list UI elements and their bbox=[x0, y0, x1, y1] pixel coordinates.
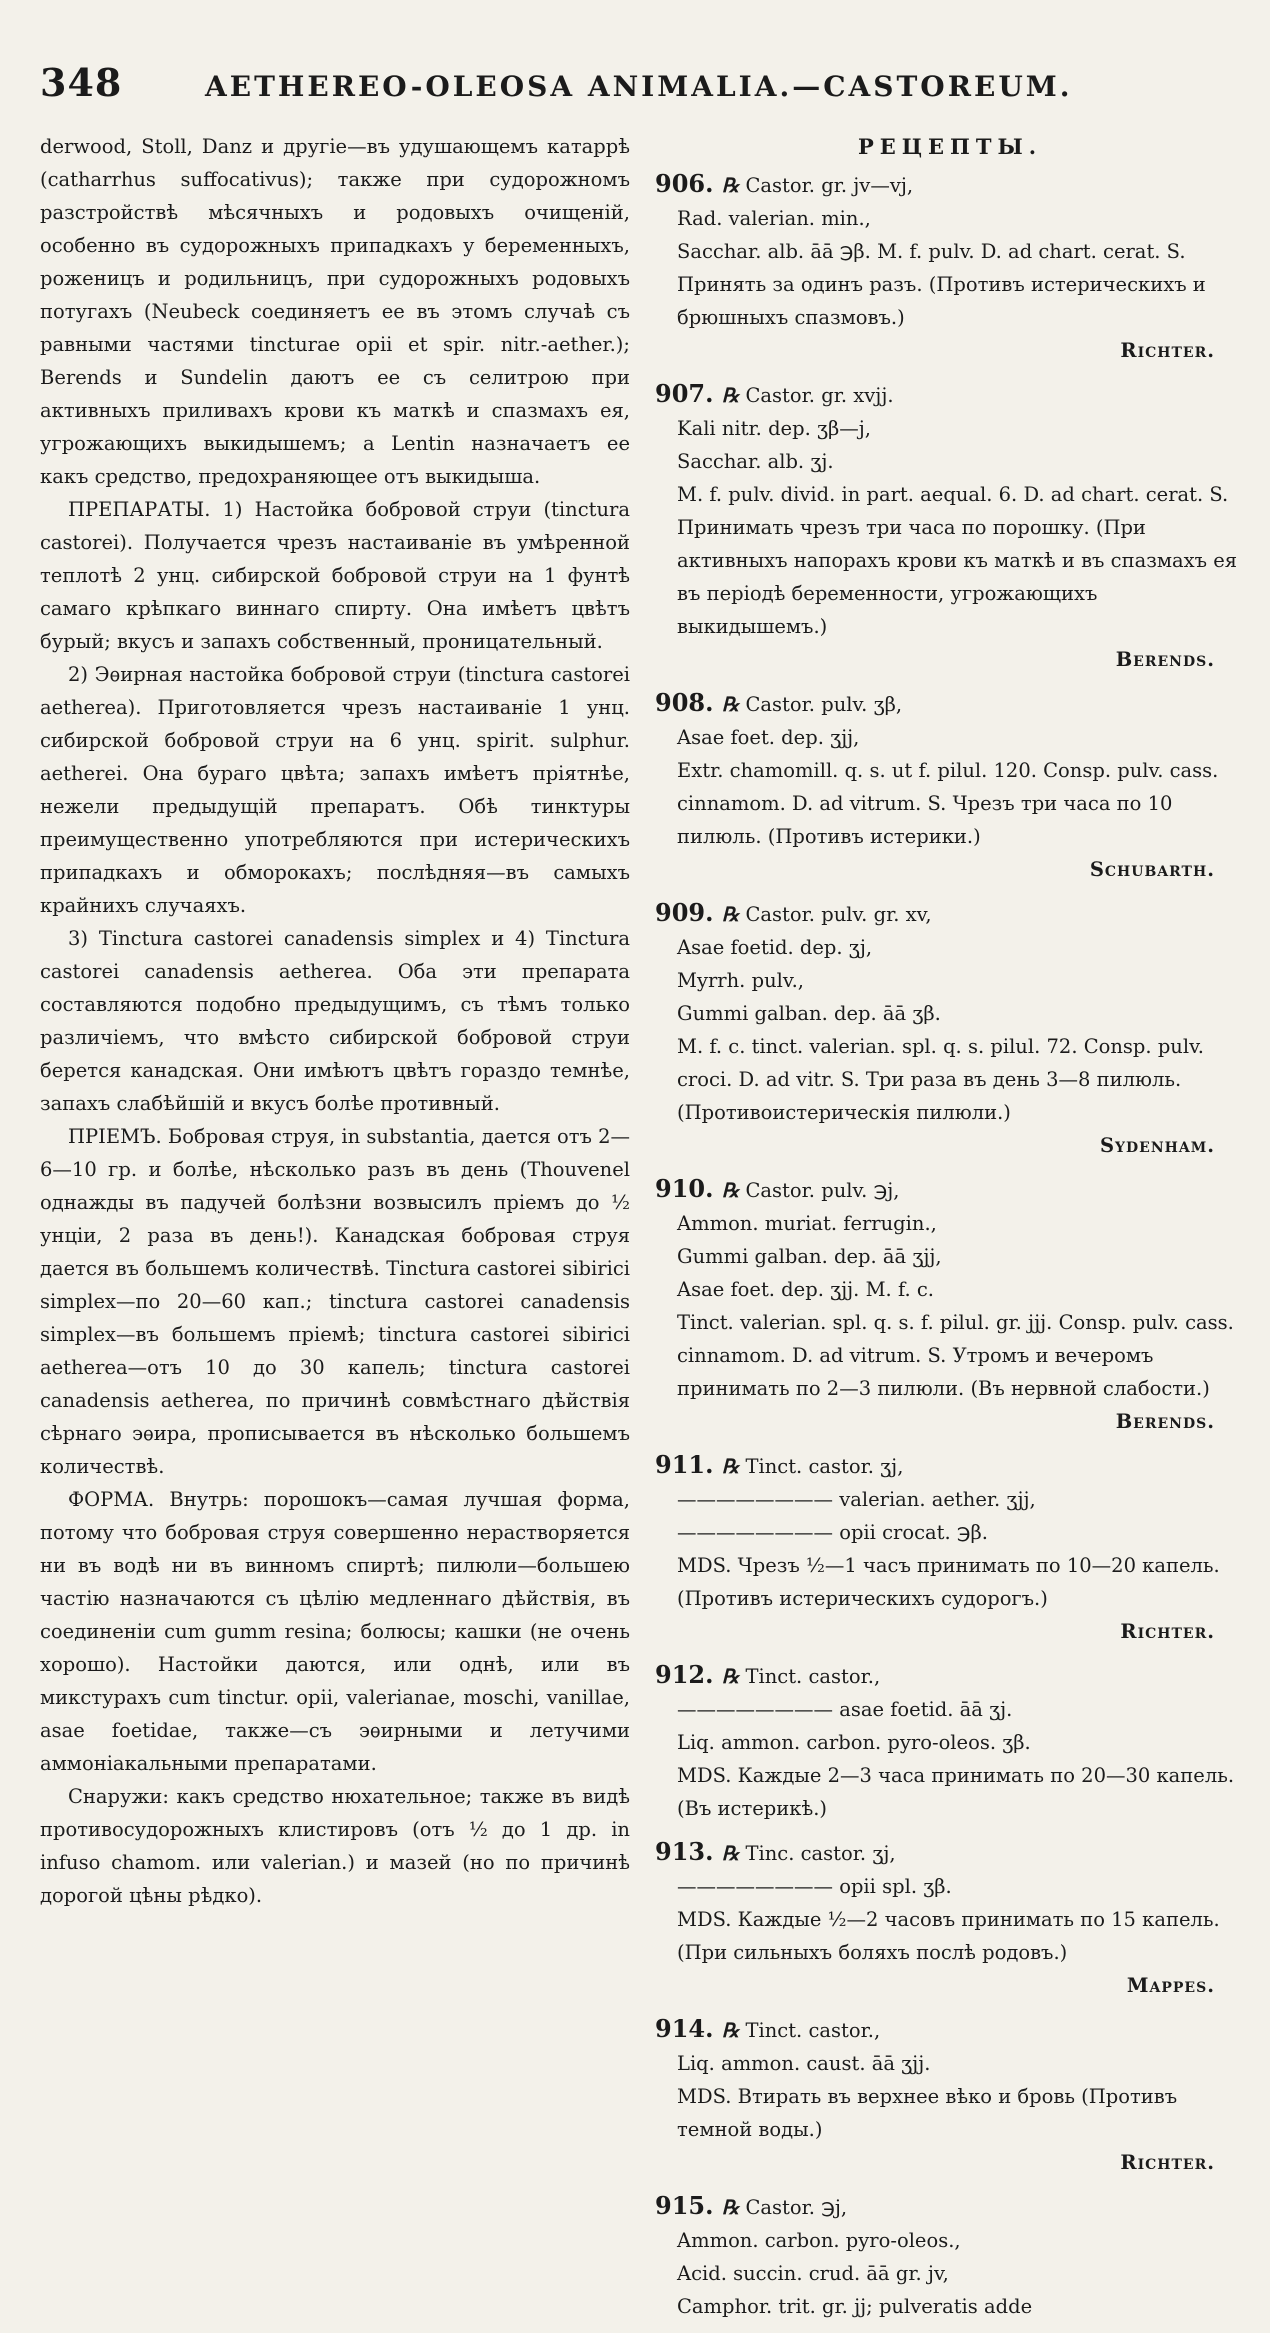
recipe-author: Richter. bbox=[1120, 339, 1215, 362]
right-column bbox=[655, 130, 1245, 2333]
recipe-912 bbox=[655, 1658, 1245, 1825]
recipe-line-text: Tinct. castor., bbox=[745, 1665, 881, 1688]
recipe-line: Extr. chamomill. q. s. ut f. pilul. 120. Consp. pulv. cass. cinnamom. D. ad vitrum. S. Чрезъ три часа по 10 пилюль. (Противъ истерики.) bbox=[677, 759, 1219, 848]
recipe-line-text: Castor. pulv. ʒβ, bbox=[745, 693, 903, 716]
page-number: 348 bbox=[40, 60, 123, 105]
recipe-911 bbox=[655, 1448, 1245, 1648]
recipe-line bbox=[655, 1448, 1245, 1483]
recipe-line: Tinct. valerian. spl. q. s. f. pilul. gr. jjj. Consp. pulv. cass. cinnamom. D. ad vitrum. S. Утромъ и вечеромъ принимать по 2—3 пилюли. (Въ нервной слабости.) bbox=[677, 1311, 1234, 1400]
paragraph: 2) Эѳирная настойка бобровой струи (tinctura castorei aetherea). Приготовляется чрезъ настаиваніе 1 унц. сибирской бобровой струи на 6 унц. spirit. sulphur. aetherei. Она бураго цвѣта; запахъ имѣетъ пріятнѣе, нежели предыдущій препаратъ. Обѣ тинктуры преимущественно употребляются при истерическихъ припадкахъ и обморокахъ; послѣдняя—въ самыхъ крайнихъ случаяхъ. bbox=[40, 663, 630, 917]
recipe-line: MDS. Каждые 2—3 часа принимать по 20—30 капель. (Въ истерикѣ.) bbox=[677, 1764, 1235, 1820]
paragraph: ФОРМА. Внутрь: порошокъ—самая лучшая форма, потому что бобровая струя совершенно нерастворяется ни въ водѣ ни въ винномъ спиртѣ; пилюли—большею частію назначаются съ цѣлію медленнаго дѣйствія, въ соединеніи cum gumm resina; болюсы; кашки (не очень хорошо). Настойки даются, или однѣ, или въ микстурахъ cum tinctur. opii, valerianae, moschi, vanillae, asae foetidae, также—съ эѳирными и летучими аммоніакальными препаратами. bbox=[40, 1488, 630, 1775]
recipe-908 bbox=[655, 686, 1245, 886]
recipe-author: Schubarth. bbox=[1089, 858, 1215, 881]
recipe-number: 910. bbox=[655, 1174, 722, 1203]
recipe-line: Gummi galban. dep. āā ʒjj, bbox=[677, 1245, 942, 1268]
recipe-line bbox=[655, 686, 1245, 721]
recipe-number: 906. bbox=[655, 169, 722, 198]
recipe-line-text: Castor. gr. jv—vj, bbox=[745, 174, 914, 197]
recipe-line: Sacchar. alb. ʒj. bbox=[677, 450, 834, 473]
rx-symbol: ℞ bbox=[721, 1179, 740, 1202]
recipe-913 bbox=[655, 1835, 1245, 2002]
recipe-907 bbox=[655, 377, 1245, 676]
left-column bbox=[40, 130, 630, 1912]
recipe-author: Richter. bbox=[1120, 2151, 1215, 2174]
paragraph: derwood, Stoll, Danz и другіе—въ удушающемъ катаррѣ (catharrhus suffocativus); также при судорожномъ разстройствѣ мѣсячныхъ и родовыхъ очищеній, особенно въ судорожныхъ припадкахъ у беременныхъ, роженицъ и родильницъ, при судорожныхъ родовыхъ потугахъ (Neubeck соединяетъ ее въ этомъ случаѣ съ равными частями tincturae opii et spir. nitr.-aether.); Berends и Sundelin даютъ ее съ селитрою при активныхъ приливахъ крови къ маткѣ и спазмахъ ея, угрожающихъ выкидышемъ; а Lentin назначаетъ ее какъ средство, предохраняющее отъ выкидыша. bbox=[40, 135, 630, 488]
recipe-number: 914. bbox=[655, 2014, 722, 2043]
recipe-line bbox=[655, 896, 1245, 931]
rx-symbol: ℞ bbox=[721, 2019, 740, 2042]
recipe-number: 912. bbox=[655, 1660, 722, 1689]
recipe-line: ———————— opii spl. ʒβ. bbox=[677, 1875, 952, 1898]
recipe-line: Sacchar. alb. āā ℈β. M. f. pulv. D. ad chart. cerat. S. Принять за одинъ разъ. (Противъ истерическихъ и брюшныхъ спазмовъ.) bbox=[677, 240, 1206, 329]
recipe-line-text: Tinct. castor., bbox=[745, 2019, 881, 2042]
recipe-914 bbox=[655, 2012, 1245, 2179]
rx-symbol: ℞ bbox=[721, 1665, 740, 1688]
recipe-number: 913. bbox=[655, 1837, 722, 1866]
recipe-line bbox=[655, 2189, 1245, 2224]
recipe-909 bbox=[655, 896, 1245, 1162]
recipe-line: Liq. ammon. caust. āā ʒjj. bbox=[677, 2052, 931, 2075]
recipe-line-text: Tinct. castor. ʒj, bbox=[745, 1455, 904, 1478]
recipe-author: Sydenham. bbox=[1099, 1134, 1215, 1157]
recipe-line bbox=[655, 1835, 1245, 1870]
recipe-number: 915. bbox=[655, 2191, 722, 2220]
recipe-line: Asae foet. dep. ʒjj. M. f. c. bbox=[677, 1278, 934, 1301]
rx-symbol: ℞ bbox=[721, 693, 740, 716]
recipe-line: MDS. Каждые ½—2 часовъ принимать по 15 капель. (При сильныхъ боляхъ послѣ родовъ.) bbox=[677, 1908, 1220, 1964]
recipe-number: 908. bbox=[655, 688, 722, 717]
recipe-906 bbox=[655, 167, 1245, 367]
rx-symbol: ℞ bbox=[721, 1455, 740, 1478]
paragraph: 3) Tinctura castorei canadensis simplex и 4) Tinctura castorei canadensis aetherea. Оба эти препарата составляются подобно предыдущимъ, съ тѣмъ только различіемъ, что вмѣсто сибирской бобровой струи берется канадская. Они имѣютъ цвѣтъ гораздо темнѣе, запахъ слабѣйшій и вкусъ болѣе противный. bbox=[40, 927, 630, 1115]
recipe-line: Liq. ammon. carbon. pyro-oleos. ʒβ. bbox=[677, 1731, 1031, 1754]
recipe-line bbox=[655, 1172, 1245, 1207]
paragraph: Снаружи: какъ средство нюхательное; также въ видѣ противосудорожныхъ клистировъ (отъ ½ до 1 др. in infuso chamom. или valerian.) и мазей (но по причинѣ дорогой цѣны рѣдко). bbox=[40, 1785, 630, 1907]
recipe-line: Ammon. carbon. pyro-oleos., bbox=[677, 2229, 961, 2252]
recipe-list bbox=[655, 167, 1245, 2323]
recipe-author: Richter. bbox=[1120, 1620, 1215, 1643]
paragraph: ПРЕПАРАТЫ. 1) Настойка бобровой струи (tinctura castorei). Получается чрезъ настаиваніе въ умѣренной теплотѣ 2 унц. сибирской бобровой струи на 1 фунтѣ самаго крѣпкаго виннаго спирту. Она имѣетъ цвѣтъ бурый; вкусъ и запахъ собственный, проницательный. bbox=[40, 498, 630, 653]
recipe-line: M. f. pulv. divid. in part. aequal. 6. D. ad chart. cerat. S. Принимать чрезъ три часа по порошку. (При активныхъ напорахъ крови къ маткѣ и въ спазмахъ ея въ періодѣ беременности, угрожающихъ выкидышемъ.) bbox=[677, 483, 1238, 638]
recipe-line bbox=[655, 167, 1245, 202]
paragraph: ПРІЕМЪ. Бобровая струя, in substantia, дается отъ 2—6—10 гр. и болѣе, нѣсколько разъ въ день (Thouvenel однажды въ падучей болѣзни возвысилъ пріемъ до ½ унціи, 2 раза въ день!). Канадская бобровая струя дается въ большемъ количествѣ. Tinctura castorei sibirici simplex—по 20—60 кап.; tinctura castorei canadensis simplex—въ большемъ пріемѣ; tinctura castorei sibirici aetherea—отъ 10 до 30 капель; tinctura castorei canadensis aetherea, по причинѣ совмѣстнаго дѣйствія сѣрнаго эѳира, прописывается въ нѣсколько большемъ количествѣ. bbox=[40, 1125, 631, 1478]
recipe-author: Berends. bbox=[1115, 648, 1215, 671]
rx-symbol: ℞ bbox=[721, 174, 740, 197]
recipe-line-text: Castor. ℈j, bbox=[745, 2196, 848, 2219]
recipe-number: 909. bbox=[655, 898, 722, 927]
recipe-line: Myrrh. pulv., bbox=[677, 969, 804, 992]
recipe-line: Rad. valerian. min., bbox=[677, 207, 871, 230]
running-head: AETHEREO-OLEOSA ANIMALIA.—CASTOREUM. bbox=[205, 70, 1073, 103]
rx-symbol: ℞ bbox=[721, 384, 740, 407]
recipe-line: Gummi galban. dep. āā ʒβ. bbox=[677, 1002, 941, 1025]
recipe-910 bbox=[655, 1172, 1245, 1438]
rx-symbol: ℞ bbox=[721, 903, 740, 926]
page-header bbox=[40, 60, 1240, 108]
recipe-number: 911. bbox=[655, 1450, 722, 1479]
recipe-number: 907. bbox=[655, 379, 722, 408]
recipe-line: ———————— opii crocat. ℈β. bbox=[677, 1521, 988, 1544]
rx-symbol: ℞ bbox=[721, 2196, 740, 2219]
recipe-line-text: Castor. pulv. gr. xv, bbox=[745, 903, 932, 926]
recipe-line-text: Castor. pulv. ℈j, bbox=[745, 1179, 900, 1202]
recipe-line-text: Tinc. castor. ʒj, bbox=[745, 1842, 896, 1865]
recipe-line-text: Castor. gr. xvjj. bbox=[745, 384, 894, 407]
recipe-line bbox=[655, 377, 1245, 412]
recipe-line: Asae foetid. dep. ʒj, bbox=[677, 936, 873, 959]
recipe-line: Camphor. trit. gr. jj; pulveratis adde bbox=[677, 2295, 1033, 2318]
recipe-line: MDS. Чрезъ ½—1 часъ принимать по 10—20 капель. (Противъ истерическихъ судорогъ.) bbox=[677, 1554, 1220, 1610]
recipe-line: Kali nitr. dep. ʒβ—j, bbox=[677, 417, 872, 440]
recipe-line bbox=[655, 1658, 1245, 1693]
recipe-author: Mappes. bbox=[1126, 1974, 1215, 1997]
recipe-line: MDS. Втирать въ верхнее вѣко и бровь (Противъ темной воды.) bbox=[677, 2085, 1178, 2141]
recipe-line: Asae foet. dep. ʒjj, bbox=[677, 726, 860, 749]
recipe-line bbox=[655, 2012, 1245, 2047]
recipe-line: Acid. succin. crud. āā gr. jv, bbox=[677, 2262, 949, 2285]
rx-symbol: ℞ bbox=[721, 1842, 740, 1865]
recipe-line: Ammon. muriat. ferrugin., bbox=[677, 1212, 937, 1235]
recipe-line: ———————— valerian. aether. ʒjj, bbox=[677, 1488, 1036, 1511]
recipe-line: ———————— asae foetid. āā ʒj. bbox=[677, 1698, 1013, 1721]
recipe-line: M. f. c. tinct. valerian. spl. q. s. pilul. 72. Consp. pulv. croci. D. ad vitr. S. Три раза въ день 3—8 пилюль. (Противоистерическія пилюли.) bbox=[677, 1035, 1204, 1124]
recipe-author: Berends. bbox=[1115, 1410, 1215, 1433]
section-title: РЕЦЕПТЫ. bbox=[857, 134, 1043, 159]
recipe-915 bbox=[655, 2189, 1245, 2323]
